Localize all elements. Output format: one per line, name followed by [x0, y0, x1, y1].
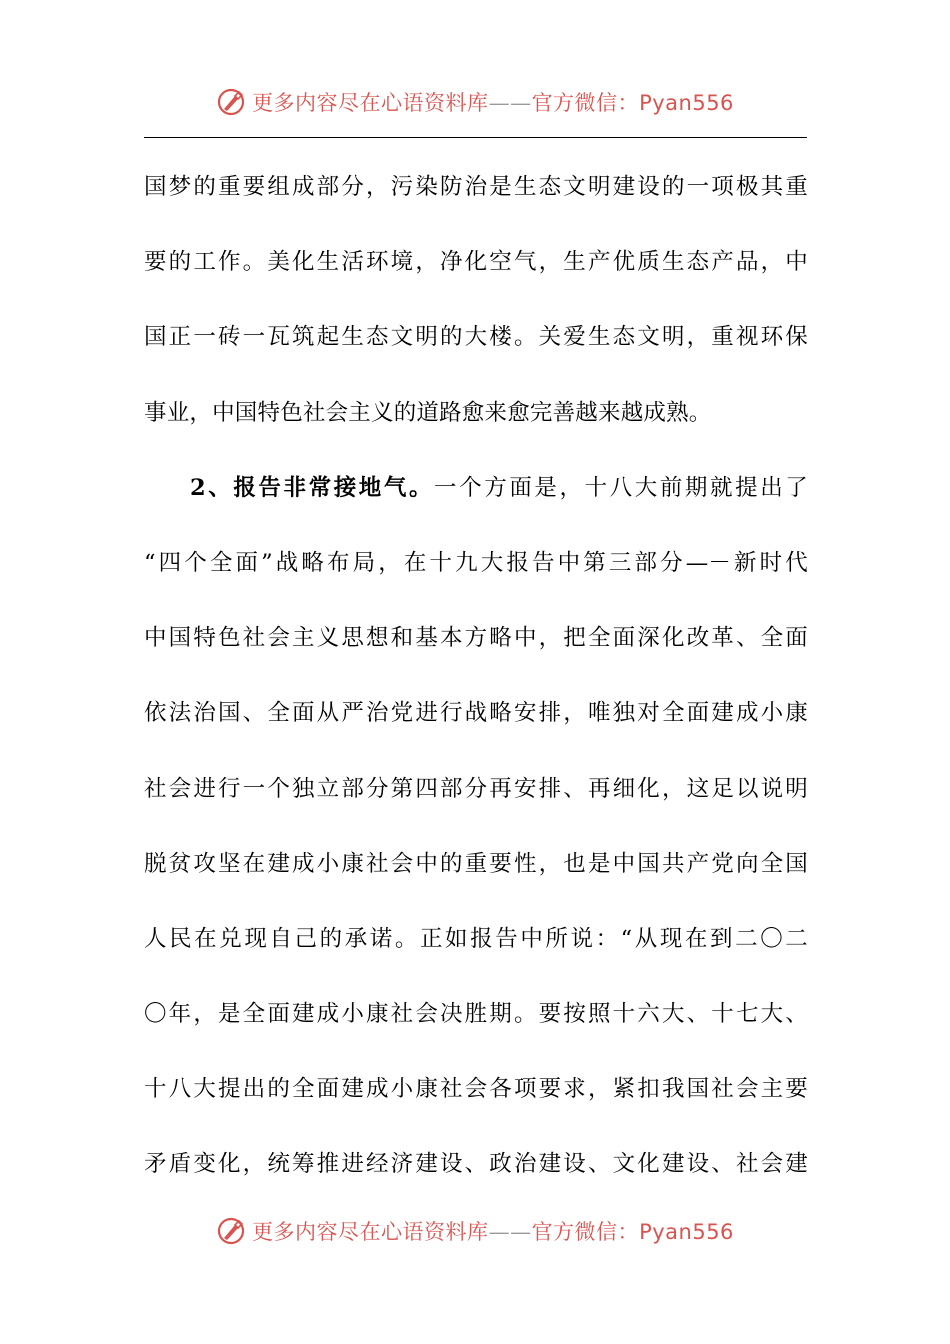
text-line: 〇年，是全面建成小康社会决胜期。要按照十六大、十七大、: [144, 1001, 808, 1028]
paragraph-text: 一个方面是，十八大前期就提出了: [434, 474, 808, 501]
header-brand: 更多内容尽在心语资料库: [252, 91, 489, 115]
text-line: 人民在兑现自己的承诺。正如报告中所说：“从现在到二〇二: [144, 925, 808, 952]
footer-banner: [0, 1211, 950, 1251]
footer-text: [252, 1216, 734, 1246]
text-line: 矛盾变化，统筹推进经济建设、政治建设、文化建设、社会建: [144, 1151, 808, 1178]
document-body: [144, 150, 808, 1203]
text-line: 国梦的重要组成部分，污染防治是生态文明建设的一项极其重: [144, 174, 808, 200]
text-line: 十八大提出的全面建成小康社会各项要求，紧扣我国社会主要: [144, 1076, 808, 1103]
text-line: 事业，中国特色社会主义的道路愈来愈完善越来越成熟。: [144, 399, 712, 426]
header-wechat-id: Pyan556: [639, 91, 734, 115]
pen-nib-logo-icon: [216, 1216, 246, 1246]
text-line: 社会进行一个独立部分第四部分再安排、再细化，这足以说明: [144, 775, 808, 802]
text-line: 国正一砖一瓦筑起生态文明的大楼。关爱生态文明，重视环保: [144, 324, 808, 351]
footer-wechat-label: 官方微信：: [531, 1220, 640, 1244]
header-wechat-label: 官方微信：: [531, 91, 640, 115]
footer-wechat-id: Pyan556: [639, 1220, 734, 1244]
footer-separator: ——: [488, 1220, 532, 1244]
header-text: [252, 87, 734, 117]
text-line: 中国特色社会主义思想和基本方略中，把全面深化改革、全面: [144, 625, 808, 652]
header-banner: [0, 82, 950, 122]
text-line: 要的工作。美化生活环境，净化空气，生产优质生态产品，中: [144, 249, 808, 276]
text-line: “四个全面”战略布局，在十九大报告中第三部分—－新时代: [144, 549, 808, 576]
text-line: 依法治国、全面从严治党进行战略安排，唯独对全面建成小康: [144, 700, 808, 727]
header-separator: ——: [488, 91, 532, 115]
paragraph-2-first-line: [144, 451, 808, 526]
footer-brand: 更多内容尽在心语资料库: [252, 1220, 489, 1244]
paragraph-heading: 2、报告非常接地气。: [190, 474, 435, 501]
text-line: 脱贫攻坚在建成小康社会中的重要性，也是中国共产党向全国: [144, 850, 808, 877]
header-rule: [144, 137, 807, 138]
pen-nib-logo-icon: [216, 87, 246, 117]
